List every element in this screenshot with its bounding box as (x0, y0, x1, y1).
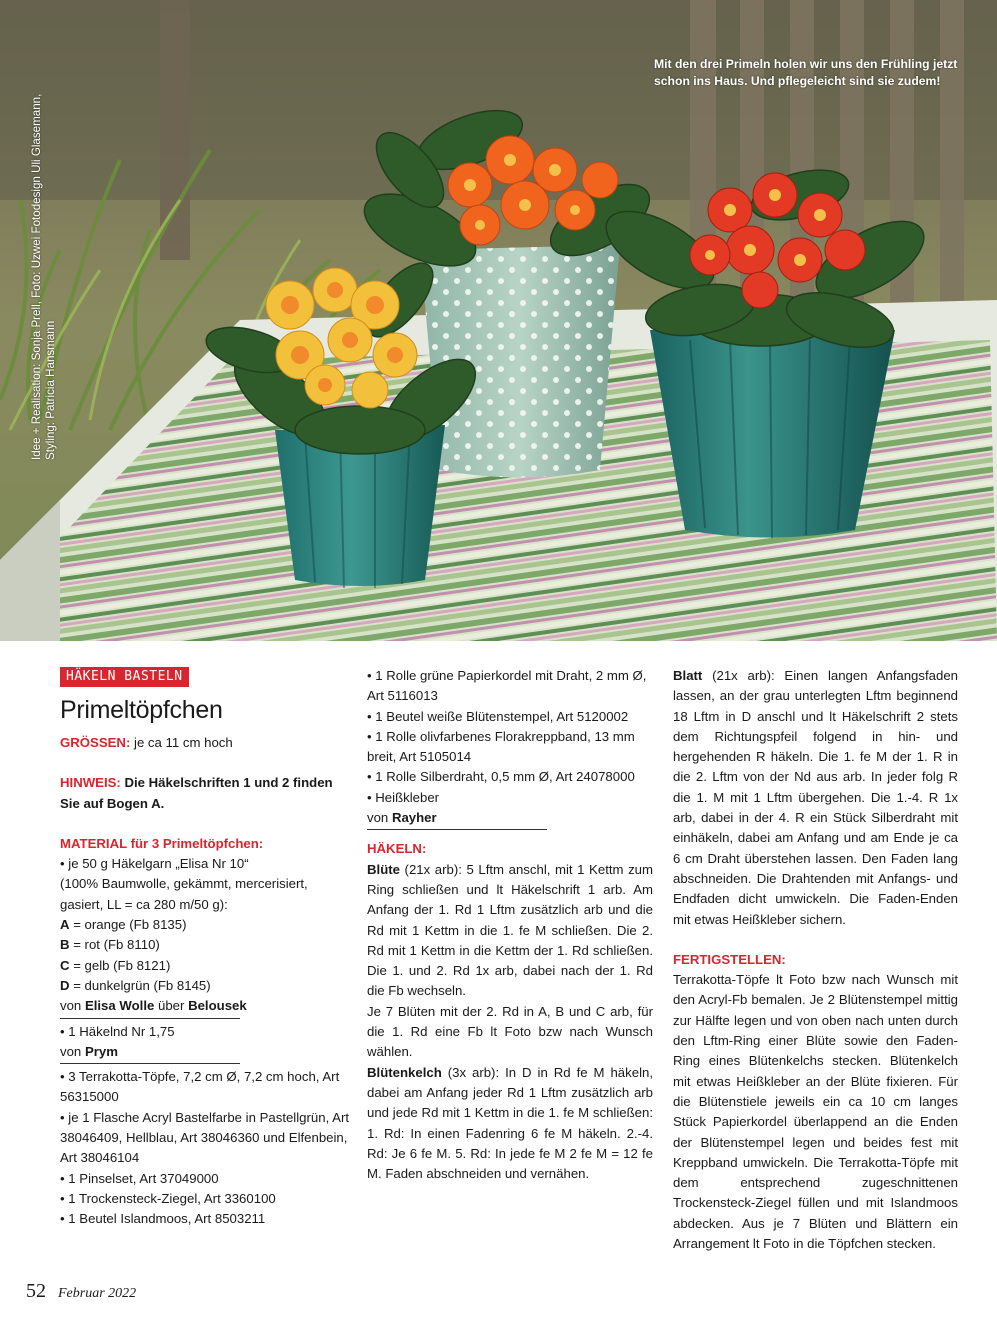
material-heading: MATERIAL für 3 Primeltöpfchen: (60, 835, 264, 851)
material-item: • Heißkleber (367, 789, 440, 805)
groessen-paragraph: GRÖSSEN: je ca 11 cm hoch (60, 735, 233, 750)
product-photo (0, 0, 997, 641)
page-footer (26, 1280, 136, 1303)
category-badge: HÄKELN BASTELN (60, 667, 189, 687)
supplier-line: von Rayher (367, 810, 437, 826)
photo-caption: Mit den drei Primeln holen wir uns den Frühling jetzt schon ins Haus. Und pflegeleicht sind sie zudem! (654, 57, 958, 88)
material-item: • 1 Beutel weiße Blütenstempel, Art 5120002 (367, 708, 629, 724)
color-b: B = rot (Fb 8110) (60, 937, 160, 953)
material-item: (100% Baumwolle, gekämmt, mercerisiert, gasiert, LL = ca 280 m/50 g): (60, 876, 308, 912)
bluete-paragraph-2: Je 7 Blüten mit der 2. Rd in A, B und C arb, für die 1. Rd eine Fb lt Foto bzw nach Wunsch wählen. (367, 1003, 653, 1060)
bluete-paragraph: Blüte (21x arb): 5 Lftm anschl, mit 1 Kettm zum Ring schließen und lt Häkelschrift 1 arb. Am Anfang der 1. Rd 1 Lftm zusätzlich arb und die Rd mit 1 Kettm in die 1. fe M schließen. Die 2. Rd mit 1 Kettm in die Kettm der 1. Rd schließen. Die 1. und 2. Rd 1x arb, dabei nach der 1. Rd die Fb wechseln. (367, 861, 653, 999)
issue-label: Februar 2022 (58, 1286, 137, 1301)
credit-line-2: Styling: Patricia Hansmann (44, 320, 57, 460)
hinweis-paragraph: HINWEIS: Die Häkelschriften 1 und 2 finden Sie auf Bogen A. (60, 775, 333, 811)
material-item: • je 1 Flasche Acryl Bastelfarbe in Pastellgrün, Art 38046409, Hellblau, Art 38046360 und Elfenbein, Art 38046104 (60, 1109, 350, 1166)
column-2 (367, 666, 653, 1184)
color-d: D = dunkelgrün (Fb 8145) (60, 977, 211, 993)
material-item: • 1 Rolle olivfarbenes Florakreppband, 13 mm breit, Art 5105014 (367, 728, 635, 765)
material-item: • 1 Trockensteck-Ziegel, Art 3360100 (60, 1190, 276, 1206)
supplier-line: von Prym (60, 1043, 118, 1059)
material-item: • 3 Terrakotta-Töpfe, 7,2 cm Ø, 7,2 cm hoch, Art 56315000 (60, 1069, 340, 1105)
supplier-line: von Elisa Wolle über Belousek (60, 998, 247, 1014)
material-item: • 1 Häkelnd Nr 1,75 (60, 1023, 175, 1039)
column-1 (60, 666, 350, 1230)
photo-credit (30, 30, 58, 460)
fertigstellen-heading: FERTIGSTELLEN: (673, 951, 786, 967)
column-3 (673, 666, 958, 1254)
blatt-paragraph: Blatt (21x arb): Einen langen Anfangsfaden lassen, an der grau unterlegten Lftm beginnend 18 Lftm in D anschl und lt Häkelschrift 2 stets dem Richtungspfeil folgend in hin- und hergehenden R häkeln. Die 1. fe M der 1. R in die 2. Lftm von der Nd aus arb. In jeder folg R die 1. M mit 1 Lftm übergehen. Die 1.-4. R 1x arb, dabei in der 4. R ein Stück Silberdraht mit einhäkeln, dabei am Anfang und am Ende je ca 6 cm Draht überstehen lassen. Den Faden lang abschneiden. Die Drahtenden mit Anfangs- und Endfaden dicht umwickeln. Die Faden-Enden mit etwas Heißkleber sichern. (673, 668, 958, 927)
kelch-paragraph: Blütenkelch (3x arb): In D in Rd fe M häkeln, dabei am Anfang jeder Rd 1 Lftm zusätzlich arb und jede Rd mit 1 Kettm in die 1. fe M schließen: 1. Rd: In einen Fadenring 6 fe M häkeln. 2.-4. Rd: Je 6 fe M. 5. Rd: In jede fe M 2 fe M = 12 fe M. Faden abschneiden und vernähen. (367, 1064, 653, 1182)
color-c: C = gelb (Fb 8121) (60, 957, 171, 973)
fertigstellen-paragraph: Terrakotta-Töpfe lt Foto bzw nach Wunsch mit den Acryl-Fb bemalen. Je 2 Blütenstempel mittig zur Hälfte legen und von oben nach unten durch den Lftm-Ring einer Blüte sowie den Faden-Ring eines Blütenkelchs stecken. Blütenkelch mit etwas Heißkleber an der Blüte fixieren. Für die Blütenstiele jeweils ein ca 10 cm langes Stück Papierkordel überlappend an die Enden der Blütenstempel legen und beides fest mit Kreppband umwickeln. Die Terrakotta-Töpfe mit dem entsprechend zugeschnittenen Trockensteck-Ziegel füllen und mit Islandmoos abdecken. Aus je 7 Blüten und Blättern ein Arrangement lt Foto in die Töpfchen stecken. (673, 972, 958, 1252)
material-item: • 1 Rolle Silberdraht, 0,5 mm Ø, Art 24078000 (367, 769, 635, 785)
divider (60, 1063, 240, 1064)
page-number: 52 (26, 1280, 46, 1302)
material-item: • 1 Beutel Islandmoos, Art 8503211 (60, 1211, 266, 1227)
haekeln-heading: HÄKELN: (367, 841, 427, 857)
material-item: • 1 Rolle grüne Papierkordel mit Draht, 2 mm Ø, Art 5116013 (367, 668, 647, 704)
credit-line-1: Idee + Realisation: Sonja Prell, Foto: Uzwei Fotodesign Uli Glasemann, (30, 93, 43, 460)
divider (367, 829, 547, 830)
material-item: • 1 Pinselset, Art 37049000 (60, 1170, 219, 1186)
page-title: Primeltöpfchen (60, 696, 223, 724)
divider (60, 1018, 240, 1019)
material-item: • je 50 g Häkelgarn „Elisa Nr 10“ (60, 856, 249, 872)
color-a: A = orange (Fb 8135) (60, 917, 187, 933)
